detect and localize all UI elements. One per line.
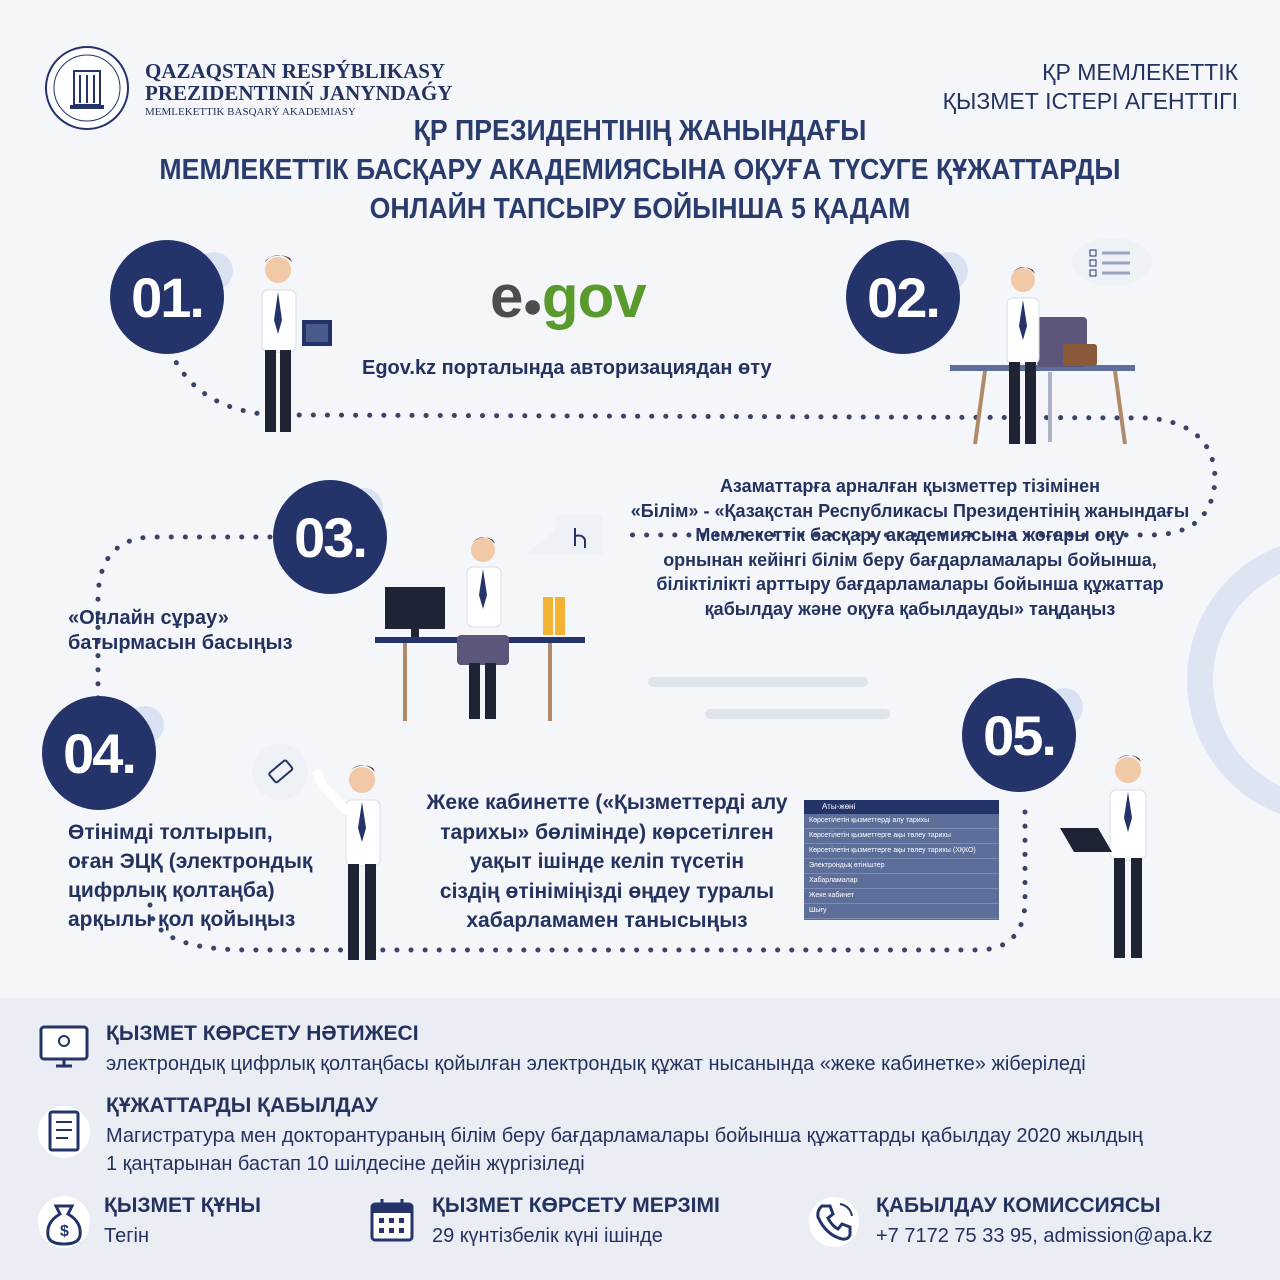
cabinet-menu-item[interactable]: Электрондық өтініштер (804, 859, 999, 874)
step-4-text (68, 818, 312, 934)
step-5-line: Жеке кабинетте («Қызметтерді алу (426, 791, 788, 814)
step-number-2: 02. (846, 240, 960, 354)
agency-line1: ҚР МЕМЛЕКЕТТІК (1042, 59, 1238, 85)
logo-title-line3: MEMLEKETTIK BASQARÝ AKADEMIASY (145, 106, 356, 118)
egov-logo-e: e (490, 263, 523, 330)
phone-icon (808, 1196, 860, 1248)
monitor-icon (38, 1024, 90, 1072)
step-number-4: 04. (42, 696, 156, 810)
step-2-line: Мемлекеттік басқару академиясына жоғары оқу (695, 525, 1125, 545)
docs-line2: 1 қаңтарынан бастап 10 шілдесіне дейін жүргізіледі (106, 1153, 585, 1175)
step-number-1: 01. (110, 240, 224, 354)
cabinet-menu (804, 800, 999, 920)
step-5-line: уақыт ішінде келіп түсетін (469, 850, 745, 873)
step-5-line: хабарламамен танысыңыз (466, 909, 748, 932)
agency-line2: ҚЫЗМЕТ ІСТЕРІ АГЕНТТІГІ (942, 88, 1238, 114)
cabinet-menu-item[interactable]: Көрсетілетін қызметтерді алу тарихы (804, 814, 999, 829)
cabinet-menu-item[interactable]: Шығу (804, 904, 999, 919)
person-at-desk-illustration (945, 262, 1145, 452)
step-2-text (620, 474, 1200, 621)
step-4-line: оған ЭЦҚ (электрондық (68, 850, 313, 873)
egov-logo-gov: gov (541, 263, 646, 330)
decor-bar (705, 709, 890, 719)
title-line2: МЕМЛЕКЕТТІК БАСҚАРУ АКАДЕМИЯСЫНА ОҚУҒА ТҮСУГЕ ҚҰЖАТТАРДЫ (159, 154, 1121, 186)
page-title (106, 112, 1173, 229)
step-2-line: қабылдау және оқуға қабылдауды» таңдаңыз (704, 598, 1116, 619)
agency-name (943, 58, 1238, 116)
docs-text (106, 1122, 1143, 1178)
person-with-laptop-illustration (250, 250, 340, 440)
step-2-line: «Білім» - «Қазақстан Республикасы Президентінің жанындағы (630, 500, 1190, 521)
title-line3: ОНЛАЙН ТАПСЫРУ БОЙЫНША 5 ҚАДАМ (369, 193, 911, 225)
usb-key-icon (250, 742, 310, 802)
cost-title: ҚЫЗМЕТ ҚҰНЫ (104, 1194, 261, 1217)
cabinet-menu-item[interactable]: Көрсетілетін қызметтерге ақы төлеу тарихы (804, 829, 999, 844)
term-text: 29 күнтізбелік күні ішінде (432, 1225, 663, 1247)
result-title: ҚЫЗМЕТ КӨРСЕТУ НӘТИЖЕСІ (106, 1022, 419, 1045)
step-3-line: батырмасын басыңыз (68, 632, 293, 654)
document-icon (38, 1104, 90, 1160)
step-4-line: цифрлық қолтаңба) (68, 879, 275, 902)
step-2-line: Азаматтарға арналған қызметтер тізімінен (719, 476, 1101, 496)
step-number-5: 05. (962, 678, 1076, 792)
term-title: ҚЫЗМЕТ КӨРСЕТУ МЕРЗІМІ (432, 1194, 720, 1217)
step-number-3: 03. (273, 480, 387, 594)
cabinet-menu-item[interactable]: Көрсетілетін қызметтерге ақы төлеу тарихы (ХҚКО) (804, 844, 999, 859)
docs-title: ҚҰЖАТТАРДЫ ҚАБЫЛДАУ (106, 1094, 378, 1117)
decor-ring (1200, 550, 1280, 810)
step-3-line: «Онлайн сұрау» (68, 607, 229, 629)
step-2-line: орнынан кейінгі білім беру бағдарламалары бойынша, (663, 549, 1157, 570)
money-bag-icon (36, 1194, 92, 1250)
result-text: электрондық цифрлық қолтаңбасы қойылған электрондық құжат нысанында «жеке кабинетке» жіберіледі (106, 1053, 1086, 1075)
person-pointing-illustration (310, 760, 410, 970)
title-line1: ҚР ПРЕЗИДЕНТІНІҢ ЖАНЫНДАҒЫ (413, 115, 867, 147)
step-4-line: Өтінімді толтырып, (68, 821, 273, 844)
decor-bar (648, 677, 868, 687)
person-with-laptop-illustration (1058, 750, 1168, 965)
person-at-computer-illustration (375, 535, 590, 725)
step-5-text (412, 788, 802, 936)
commission-title: ҚАБЫЛДАУ КОМИССИЯСЫ (876, 1194, 1161, 1217)
cost-text: Тегін (104, 1225, 149, 1247)
cabinet-menu-header: Аты-жөні (804, 800, 999, 814)
egov-logo: e●gov (490, 263, 646, 330)
step-4-line: арқылы қол қойыңыз (68, 908, 296, 931)
step-1-text: Egov.kz порталында авторизациядан өту (362, 357, 772, 379)
step-5-line: тарихы» бөлімінде) көрсетілген (440, 820, 774, 844)
logo-title-line1: QAZAQSTAN RESPÝBLIKASY (145, 59, 446, 83)
logo-title-line2: PREZIDENTINIŃ JANYNDAǴY (145, 81, 453, 105)
step-3-text (68, 606, 293, 656)
calendar-icon (368, 1196, 416, 1244)
docs-line1: Магистратура мен докторантураның білім беру бағдарламалары бойынша құжаттарды қабылдау 2020 жылдың (106, 1125, 1143, 1147)
step-2-line: біліктілікті арттыру бағдарламалары бойынша құжаттар (656, 574, 1164, 594)
step-5-line: сіздің өтініміңізді өңдеу туралы (439, 879, 775, 903)
svg-text:$: $ (60, 1223, 69, 1240)
cabinet-menu-item[interactable]: Жеке кабинет (804, 889, 999, 904)
commission-contacts[interactable]: +7 7172 75 33 95, admission@apa.kz (876, 1225, 1213, 1247)
cabinet-menu-item[interactable]: Хабарламалар (804, 874, 999, 889)
